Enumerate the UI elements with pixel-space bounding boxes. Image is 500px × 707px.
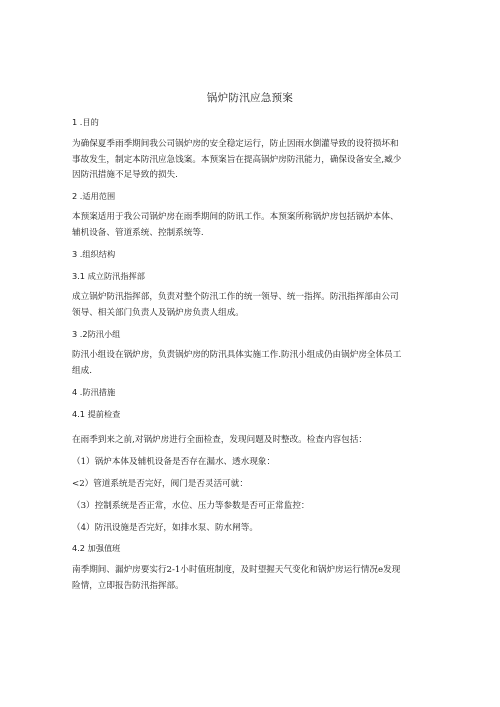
section-4-1-heading: 4.1 提前检查	[72, 409, 121, 419]
section-4-heading: 4 .防汛措施	[72, 387, 116, 397]
section-4-1-line-3: <2）管道系统是否完好，阀门是否灵活可就：	[72, 479, 248, 489]
section-4-2-body	[72, 563, 436, 594]
section-1-heading: 1 .目的	[72, 117, 99, 127]
section-2-line-1: 本预案适用于我公司锅炉房在雨季期间的防讯工作。本预案所称锅炉房包括锅炉本体、	[72, 212, 399, 222]
section-1-body	[72, 137, 436, 184]
section-3-2-line-2: 组成.	[72, 365, 92, 376]
section-2-line-2: 辅机设备、管道系统、控制系统等.	[72, 227, 204, 238]
section-3-2-body	[72, 348, 436, 379]
document-title: 锅炉防汛应急预案	[206, 92, 294, 104]
section-4-2-line-2: 险情，立即报告防汛指挥部。	[72, 580, 184, 591]
section-4-1-line-1: 在雨季到来之前,对锅炉房进行全面检查，发现问题及时整改。检查内容包括：	[72, 435, 367, 445]
section-2-body	[72, 210, 436, 241]
section-3-2-line-1: 防汛小组设在锅炉房，负责锅炉房的防汛具体实施工作.防汛小组成仍由锅炉房全体员工	[72, 350, 402, 360]
section-3-1-heading: 3.1 成立防汛指挥部	[72, 271, 145, 281]
section-1-line-3: 因防汛措施不足导致的损失.	[72, 170, 178, 180]
section-2-heading: 2 .适用范围	[72, 191, 116, 201]
section-4-2-line-1: 南季期间、漏炉房要实行2-1小时值班制度，及时望握天气变化和锅炉房运行情况e发现	[72, 565, 401, 575]
section-3-heading: 3 .组织结构	[72, 249, 116, 259]
section-4-1-line-5: （4）防汛设施是否完好，如排水泵、防水闸等。	[72, 523, 258, 533]
section-4-2-heading: 4.2 加强值班	[72, 543, 121, 553]
section-4-1-line-4: （3）控制系统是否正常，水位、压力等参数是否可正常监控：	[72, 501, 310, 511]
section-3-1-line-2: 领导、相关部门负责人及锅炉房负责人组成。	[72, 307, 244, 318]
section-3-1-body	[72, 290, 436, 321]
section-3-2-heading: 3 .2防汛小组	[72, 329, 121, 339]
section-3-1-line-1: 成立锅炉防汛指挥部，负责对整个防汛工作的统一领导、统一指挥。防汛指挥部由公司	[72, 292, 399, 302]
section-1-line-2: 事故发生，制定本防汛应急饯案。本预案旨在提高锅炉房防汛能力，确保设备安全,臧少	[72, 154, 402, 165]
section-4-1-line-2: （1）锅炉本体及辅机设备是否存在漏水、透水现象：	[72, 457, 276, 467]
section-1-line-1: 为确保夏季雨季期间我公司锅炉房的安全稳定运行，防止因雨水倒灌导致的设符损坏和	[72, 139, 399, 149]
section-4-1-body	[72, 429, 436, 539]
